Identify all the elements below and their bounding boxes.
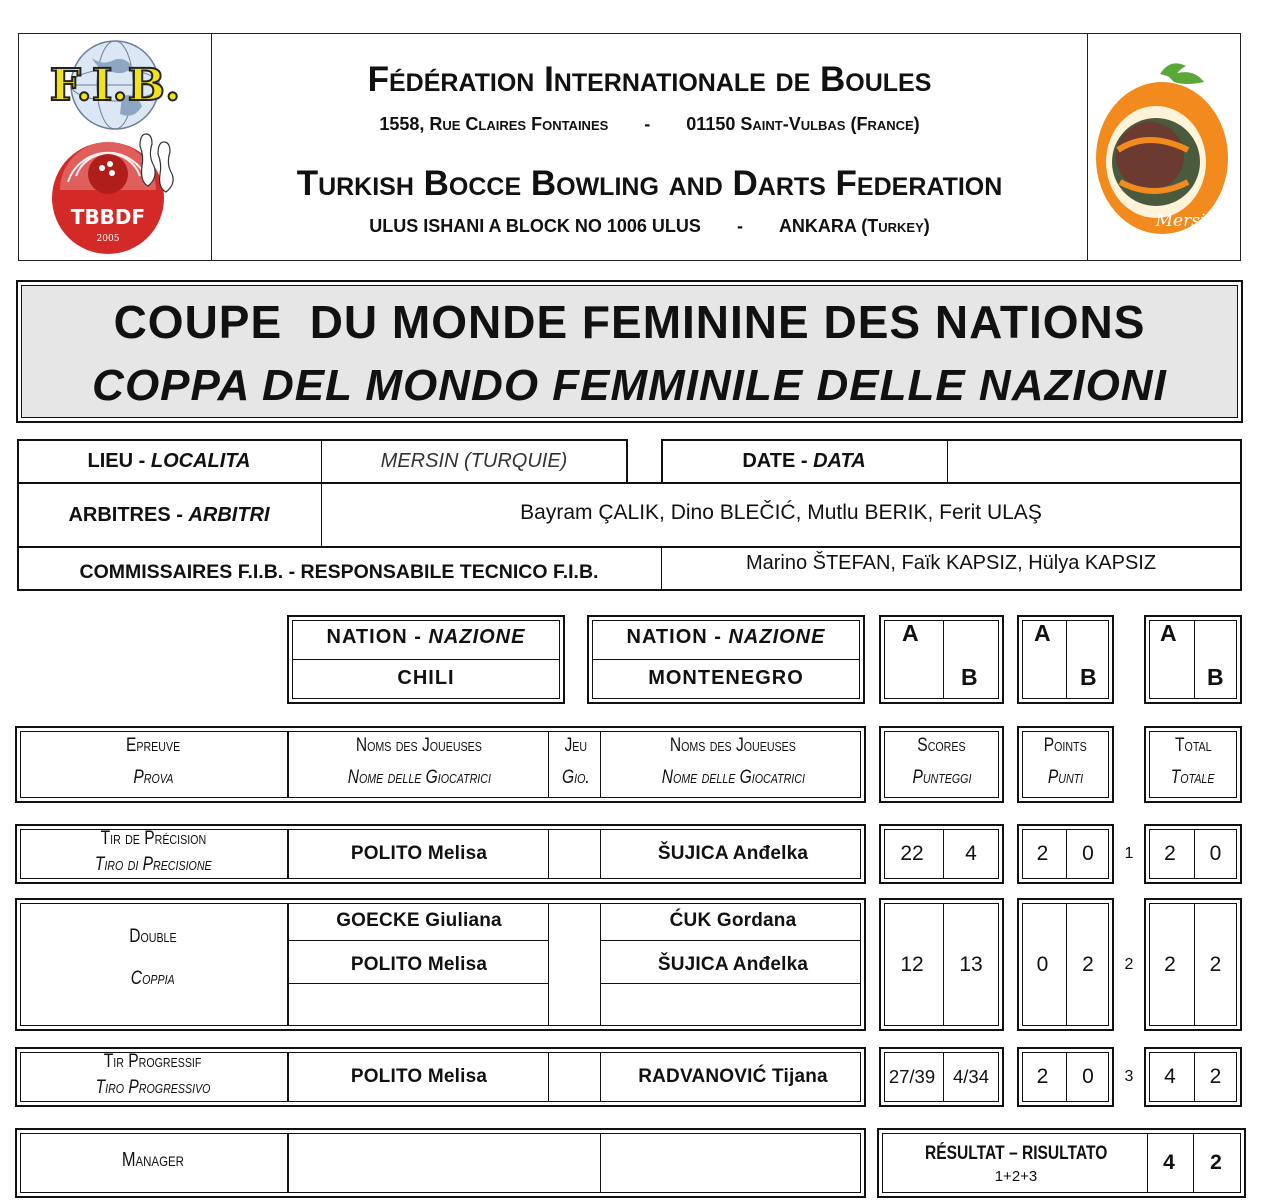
- col-punti: Punti: [1047, 767, 1084, 788]
- title-italian: COPPA DEL MONDO FEMMINILE DELLE NAZIONI: [92, 361, 1167, 410]
- title-french: COUPE DU MONDE FEMININE DES NATIONS: [113, 296, 1146, 348]
- fed1-address-left: 1558, Rue Claires Fontaines: [379, 113, 609, 134]
- col-total: Total: [1174, 735, 1212, 756]
- event-2-name-fr: Double: [129, 926, 177, 947]
- date-value: [948, 441, 1240, 482]
- ab-box-points: [1017, 615, 1114, 704]
- lieu-value: MERSIN (TURQUIE): [380, 450, 568, 472]
- event-2-total-a: 2: [1164, 952, 1176, 976]
- event-3-index: 3: [1124, 1068, 1134, 1085]
- nation-a-label: NATION - NAZIONE: [326, 625, 526, 648]
- fed2-address-left: ULUS ISHANI A BLOCK NO 1006 ULUS: [369, 215, 701, 236]
- date-label: DATE - DATA: [742, 450, 866, 472]
- event-2-player-a-2: POLITO Melisa: [350, 954, 488, 975]
- col-punteggi: Punteggi: [912, 767, 971, 788]
- event-1-score-a: 22: [900, 842, 924, 865]
- event-2-score-b: 13: [959, 952, 983, 976]
- fib-logo: [22, 38, 208, 134]
- event-3-score-a: 27/39: [888, 1066, 936, 1087]
- event-1-name-it: Tiro di Precisione: [94, 854, 212, 875]
- event-1-points-a: 2: [1036, 842, 1049, 865]
- event-1-player-a: POLITO Melisa: [350, 843, 488, 864]
- ab-total-b: B: [1207, 664, 1224, 690]
- result-total-a: 4: [1163, 1151, 1175, 1174]
- event-1-total-b: 0: [1209, 842, 1222, 865]
- manager-label: Manager: [121, 1148, 185, 1171]
- col-scores: Scores: [917, 735, 966, 756]
- event-2-player-b-1: ĆUK Gordana: [669, 910, 797, 931]
- col-points: Points: [1044, 735, 1087, 756]
- commissaires-label: COMMISSAIRES F.I.B. - RESPONSABILE TECNICO F.I.B.: [79, 560, 599, 583]
- ab-scores-b: B: [961, 664, 978, 690]
- ab-points-b: B: [1080, 664, 1097, 690]
- event-2-points-a: 0: [1036, 952, 1049, 976]
- nation-b-label: NATION - NAZIONE: [626, 625, 826, 648]
- mersin-logo-text: Mersin: [1155, 211, 1217, 231]
- event-3-points-b: 0: [1082, 1065, 1094, 1088]
- event-3-points-a: 2: [1036, 1065, 1049, 1088]
- event-2-index: 2: [1124, 955, 1134, 973]
- event-2-points-b: 2: [1082, 952, 1094, 976]
- tbbdf-logo: [46, 128, 186, 256]
- event-3-player-a: POLITO Melisa: [350, 1066, 488, 1087]
- nation-b-name: MONTENEGRO: [648, 666, 804, 689]
- event-1-name-fr: Tir de Précision: [100, 828, 206, 849]
- ab-scores-a: A: [902, 620, 919, 646]
- event-1-points-b: 0: [1082, 842, 1094, 865]
- event-1-total-a: 2: [1164, 842, 1176, 865]
- event-2-name-it: Coppia: [131, 968, 175, 989]
- col-jeu: Jeu: [564, 735, 588, 756]
- fed1-address-right: 01150 Saint-Vulbas (France): [686, 113, 920, 134]
- lieu-label: LIEU - LOCALITA: [87, 450, 251, 472]
- event-3-score-b: 4/34: [952, 1066, 989, 1087]
- col-noms-a: Noms des Joueuses: [355, 735, 483, 756]
- commissaires-value: Marino ŠTEFAN, Faïk KAPSIZ, Hülya KAPSIZ: [745, 551, 1157, 574]
- nation-a-name: CHILI: [397, 666, 455, 689]
- fed2-name: Turkish Bocce Bowling and Darts Federation: [296, 164, 1003, 203]
- event-2-player-b-2: ŠUJICA Anđelka: [657, 954, 809, 975]
- fed2-address: [212, 212, 1087, 240]
- event-1-player-b: ŠUJICA Anđelka: [657, 843, 809, 864]
- result-label: RÉSULTAT – RISULTATO: [924, 1143, 1108, 1164]
- event-2-score-a: 12: [900, 952, 924, 976]
- col-epreuve: Epreuve: [125, 735, 181, 756]
- fed1-name: Fédération Internationale de Boules: [367, 60, 932, 99]
- arbitres-label: ARBITRES - ARBITRI: [68, 503, 270, 526]
- event-3-player-b: RADVANOVIĆ Tijana: [638, 1066, 828, 1087]
- tbbdf-logo-year: 2005: [96, 234, 120, 244]
- col-noms-a-it: Nome delle Giocatrici: [347, 767, 491, 788]
- event-3-total-a: 4: [1164, 1065, 1176, 1088]
- col-noms-b: Noms des Joueuses: [669, 735, 797, 756]
- ab-total-a: A: [1160, 620, 1177, 646]
- event-3-total-b: 2: [1209, 1065, 1222, 1088]
- col-gio: Gio.: [562, 767, 590, 788]
- event-3-name-it: Tiro Progressivo: [95, 1077, 211, 1098]
- col-totale: Totale: [1171, 767, 1215, 788]
- fed1-address: [212, 110, 1087, 138]
- event-2-player-a-1: GOECKE Giuliana: [336, 910, 502, 931]
- fib-logo-text: F.I.B.: [49, 60, 181, 111]
- event-2-total-b: 2: [1209, 952, 1222, 976]
- ab-box-total: [1144, 615, 1242, 704]
- col-prova: Prova: [132, 767, 174, 788]
- fed2-address-right: ANKARA (Turkey): [778, 215, 930, 236]
- event-3-name-fr: Tir Progressif: [104, 1051, 202, 1072]
- arbitres-value: Bayram ÇALIK, Dino BLEČIĆ, Mutlu BERIK, Ferit ULAŞ: [520, 501, 1042, 524]
- result-total-b: 2: [1210, 1151, 1222, 1174]
- ab-box-scores: [879, 615, 1004, 704]
- col-noms-b-it: Nome delle Giocatrici: [661, 767, 805, 788]
- fed1-address-sep: -: [644, 113, 651, 134]
- event-1-score-b: 4: [965, 842, 977, 865]
- tbbdf-logo-text: TBBDF: [70, 205, 146, 229]
- ab-points-a: A: [1034, 620, 1051, 646]
- event-1-index: 1: [1124, 845, 1134, 862]
- mersin-logo: [1090, 58, 1236, 256]
- result-formula: 1+2+3: [994, 1167, 1038, 1185]
- fed2-address-sep: -: [736, 215, 743, 236]
